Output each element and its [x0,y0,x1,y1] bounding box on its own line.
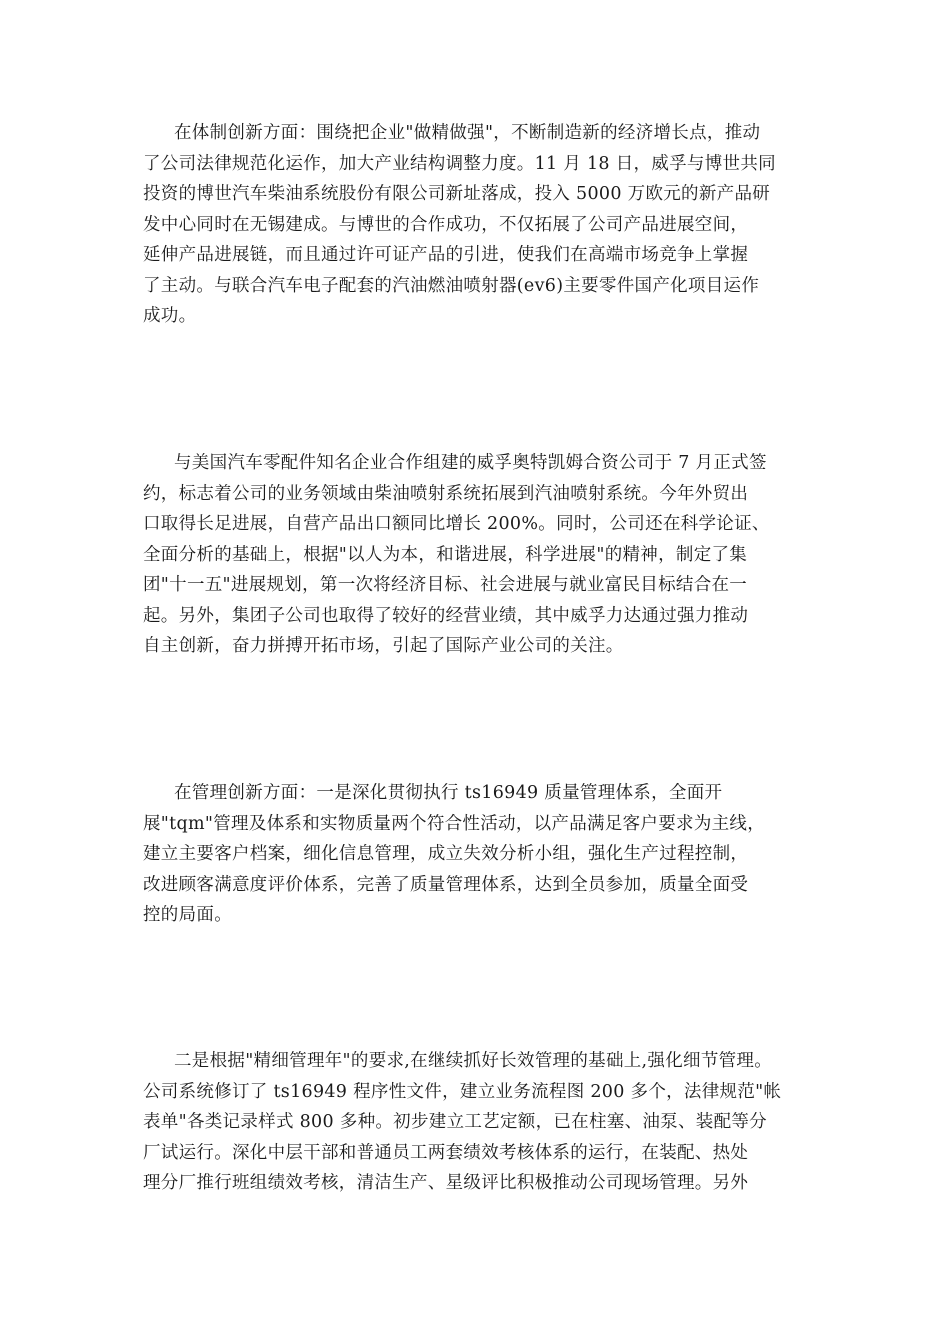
text-line: 约，标志着公司的业务领域由柴油喷射系统拓展到汽油喷射系统。今年外贸出 [143,483,749,504]
text-line: 在管理创新方面：一是深化贯彻执行 ts16949 质量管理体系，全面开 [174,783,723,803]
text-line: 改进顾客满意度评价体系，完善了质量管理体系，达到全员参加，质量全面受 [143,874,749,895]
text-line: 与美国汽车零配件知名企业合作组建的威孚奥特凯姆合资公司于 7 月正式签 [174,453,767,473]
text-line: 在体制创新方面：围绕把企业"做精做强"，不断制造新的经济增长点，推动 [174,123,761,143]
text-line: 口取得长足进展，自营产品出口额同比增长 200%。同时，公司还在科学论证、 [143,514,770,534]
text-line: 理分厂推行班组绩效考核，清洁生产、星级评比积极推动公司现场管理。另外 [143,1173,749,1193]
text-line: 发中心同时在无锡建成。与博世的合作成功，不仅拓展了公司产品进展空间， [143,214,749,235]
text-line: 厂试运行。深化中层干部和普通员工两套绩效考核体系的运行，在装配、热处 [143,1142,749,1163]
text-line: 起。另外，集团子公司也取得了较好的经营业绩，其中威孚力达通过强力推动 [143,605,749,626]
text-line: 公司系统修订了 ts16949 程序性文件，建立业务流程图 200 多个，法律规范"帐 [143,1081,782,1102]
text-line: 建立主要客户档案，细化信息管理，成立失效分析小组，强化生产过程控制， [143,844,749,864]
text-line: 了公司法律规范化运作，加大产业结构调整力度。11 月 18 日，威孚与博世共同 [143,153,776,174]
text-line: 自主创新，奋力拼搏开拓市场，引起了国际产业公司的关注。 [143,636,624,656]
text-line: 展"tqm"管理及体系和实物质量两个符合性活动，以产品满足客户要求为主线， [143,813,766,834]
text-line: 全面分析的基础上，根据"以人为本，和谐进展，科学进展"的精神，制定了集 [143,544,748,565]
text-line: 成功。 [143,306,197,326]
text-line: 团"十一五"进展规划，第一次将经济目标、社会进展与就业富民目标结合在一 [143,575,748,595]
text-line: 二是根据"精细管理年"的要求,在继续抓好长效管理的基础上,强化细节管理。 [174,1051,773,1071]
paragraph-joint-venture [143,448,823,662]
paragraph-refined-management [143,1046,823,1199]
paragraph-institutional-innovation [143,118,823,332]
text-line: 表单"各类记录样式 800 多种。初步建立工艺定额，已在柱塞、油泵、装配等分 [143,1112,767,1132]
text-line: 投资的博世汽车柴油系统股份有限公司新址落成，投入 5000 万欧元的新产品研 [143,184,771,204]
text-line: 延伸产品进展链，而且通过许可证产品的引进，使我们在高端市场竞争上掌握 [143,245,749,265]
text-line: 控的局面。 [143,905,232,925]
paragraph-management-innovation [143,778,823,931]
text-line: 了主动。与联合汽车电子配套的汽油燃油喷射器(ev6)主要零件国产化项目运作 [143,275,760,296]
